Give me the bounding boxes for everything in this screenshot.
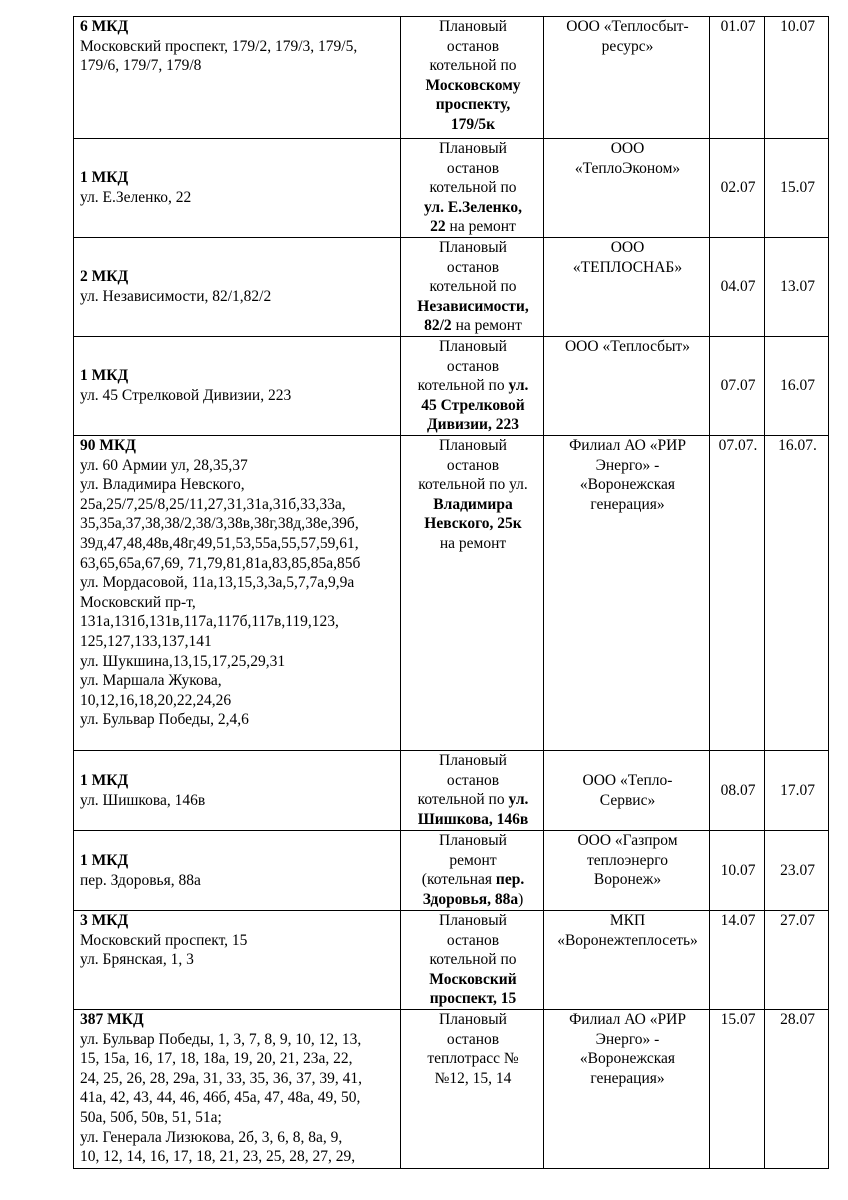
reason-line: Плановый bbox=[439, 437, 507, 454]
reason-line: останов bbox=[446, 159, 500, 177]
reason-prefix: (котельная bbox=[421, 871, 496, 889]
end-date: 15.07 bbox=[765, 139, 829, 238]
organization-cell bbox=[544, 831, 710, 911]
address-line: 10,12,16,18,20,22,24,26 bbox=[80, 691, 232, 709]
reason-tail: на ремонт bbox=[451, 317, 522, 335]
address-line: ул. Шукшина,13,15,17,25,29,31 bbox=[80, 652, 286, 670]
address-line: Московский проспект, 15 bbox=[80, 931, 248, 949]
table-row bbox=[74, 911, 829, 1010]
reason-line: Плановый bbox=[439, 239, 507, 256]
reason-line: котельной по bbox=[429, 951, 517, 969]
org-line: «Воронежтеплосеть» bbox=[557, 931, 698, 949]
building-count: 387 МКД bbox=[80, 1011, 144, 1028]
organization-cell bbox=[544, 751, 710, 831]
address-cell bbox=[74, 751, 401, 831]
reason-bold-line: Московскому bbox=[425, 76, 521, 94]
start-date: 10.07 bbox=[710, 831, 765, 911]
reason-bold-line: проспект, 15 bbox=[429, 990, 517, 1008]
org-line: Воронеж» bbox=[593, 871, 662, 889]
end-date: 28.07 bbox=[765, 1010, 829, 1169]
org-line: ООО «Тепло- bbox=[582, 771, 673, 789]
org-line: «Воронежская bbox=[579, 476, 676, 494]
address-line: 131а,131б,131в,117а,117б,117в,119,123, bbox=[80, 613, 339, 631]
reason-cell bbox=[401, 139, 544, 238]
end-date: 23.07 bbox=[765, 831, 829, 911]
reason-line: останов bbox=[446, 37, 500, 55]
address-line: 63,65,65а,67,69, 71,79,81,81а,83,85,85а,85б bbox=[80, 554, 361, 572]
reason-line: теплотрасс № bbox=[427, 1050, 519, 1068]
reason-bold-line: проспекту, bbox=[435, 96, 511, 114]
reason-line: котельной по bbox=[429, 57, 517, 75]
reason-cell bbox=[401, 831, 544, 911]
org-line: Филиал АО «РИР bbox=[569, 437, 686, 454]
address-line: пер. Здоровья, 88а bbox=[80, 871, 201, 889]
building-count: 1 МКД bbox=[80, 367, 129, 385]
outage-schedule-table bbox=[73, 16, 829, 1169]
reason-bold-line: Московский bbox=[429, 970, 517, 988]
table-row bbox=[74, 751, 829, 831]
org-line: «ТеплоЭконом» bbox=[574, 159, 681, 177]
address-line: ул. Е.Зеленко, 22 bbox=[80, 189, 192, 206]
start-date: 07.07 bbox=[710, 337, 765, 436]
org-line: «ТЕПЛОСНАБ» bbox=[572, 258, 683, 276]
reason-line bbox=[407, 790, 539, 810]
address-line: 35,35а,37,38,38/2,38/3,38в,38г,38д,38е,39б, bbox=[80, 515, 359, 533]
reason-line: останов bbox=[446, 931, 500, 949]
reason-line: Плановый bbox=[439, 912, 507, 929]
address-line: ул. 60 Армии ул, 28,35,37 bbox=[80, 456, 248, 474]
org-line: «Воронежская bbox=[579, 1050, 676, 1068]
organization-cell bbox=[544, 139, 710, 238]
address-cell bbox=[74, 1010, 401, 1169]
reason-tail: ) bbox=[518, 890, 524, 908]
org-line: МКП bbox=[609, 912, 646, 929]
reason-line: останов bbox=[446, 258, 500, 276]
reason-bold-inline: 22 bbox=[430, 218, 446, 236]
end-date: 16.07. bbox=[765, 436, 829, 751]
reason-bold-line: Дивизии, 223 bbox=[427, 416, 519, 434]
start-date: 02.07 bbox=[710, 139, 765, 238]
address-cell bbox=[74, 831, 401, 911]
org-line: ООО «Газпром bbox=[577, 832, 678, 849]
table-row bbox=[74, 17, 829, 139]
address-line: ул. Бульвар Победы, 2,4,6 bbox=[80, 711, 249, 729]
address-cell bbox=[74, 337, 401, 436]
reason-prefix: котельной по bbox=[417, 791, 509, 809]
reason-cell bbox=[401, 337, 544, 436]
organization-cell bbox=[544, 1010, 710, 1169]
start-date: 04.07 bbox=[710, 238, 765, 337]
reason-cell bbox=[401, 436, 544, 751]
building-count: 6 МКД bbox=[80, 18, 129, 35]
reason-line: останов bbox=[446, 1030, 500, 1048]
start-date: 01.07 bbox=[710, 17, 765, 139]
organization-cell bbox=[544, 337, 710, 436]
reason-bold-line: Шишкова, 146в bbox=[417, 810, 529, 828]
table-row bbox=[74, 139, 829, 238]
end-date: 17.07 bbox=[765, 751, 829, 831]
building-count: 1 МКД bbox=[80, 169, 129, 187]
start-date: 15.07 bbox=[710, 1010, 765, 1169]
reason-bold-line: 45 Стрелковой bbox=[421, 396, 525, 414]
address-line: ул. Генерала Лизюкова, 2б, 3, 6, 8, 8а, 9, bbox=[80, 1128, 343, 1146]
address-line: 24, 25, 26, 28, 29а, 31, 33, 35, 36, 37, 39, 41, bbox=[80, 1069, 363, 1087]
reason-bold-inline: ул. bbox=[508, 791, 529, 809]
address-line: 15, 15а, 16, 17, 18, 18а, 19, 20, 21, 23а, 22, bbox=[80, 1050, 353, 1068]
reason-bold-line: Владимира bbox=[433, 495, 513, 513]
building-count: 2 МКД bbox=[80, 268, 129, 286]
reason-bold-line: Независимости, bbox=[417, 297, 529, 315]
reason-line: на ремонт bbox=[439, 534, 507, 552]
reason-cell bbox=[401, 911, 544, 1010]
org-line: Энерго» - bbox=[595, 1030, 660, 1048]
organization-cell bbox=[544, 911, 710, 1010]
address-line: 39д,47,48,48в,48г,49,51,53,55а,55,57,59,61, bbox=[80, 534, 359, 552]
reason-line: останов bbox=[446, 771, 500, 789]
reason-line: останов bbox=[446, 456, 500, 474]
org-line: генерация» bbox=[590, 495, 665, 513]
start-date: 07.07. bbox=[710, 436, 765, 751]
reason-line bbox=[407, 316, 539, 336]
address-line: ул. Независимости, 82/1,82/2 bbox=[80, 288, 272, 305]
address-line: ул. Шишкова, 146в bbox=[80, 791, 206, 809]
reason-cell bbox=[401, 17, 544, 139]
org-line: Филиал АО «РИР bbox=[569, 1011, 686, 1028]
address-line: ул. Мордасовой, 11а,13,15,3,3а,5,7,7а,9,9а bbox=[80, 574, 355, 592]
reason-line: Плановый bbox=[439, 338, 507, 355]
reason-line: котельной по ул. bbox=[418, 476, 528, 494]
reason-bold-inline: Здоровья, 88а bbox=[422, 890, 519, 908]
reason-cell bbox=[401, 238, 544, 337]
address-line: 41а, 42, 43, 44, 46, 46б, 45а, 47, 48а, 49, 50, bbox=[80, 1089, 361, 1107]
org-line: ресурс» bbox=[601, 37, 654, 55]
org-line: Сервис» bbox=[599, 791, 656, 809]
end-date: 16.07 bbox=[765, 337, 829, 436]
start-date: 08.07 bbox=[710, 751, 765, 831]
org-line: ООО bbox=[610, 239, 645, 256]
reason-bold-line: ул. Е.Зеленко, bbox=[424, 198, 522, 216]
building-count: 90 МКД bbox=[80, 437, 136, 454]
table-row bbox=[74, 337, 829, 436]
end-date: 10.07 bbox=[765, 17, 829, 139]
reason-prefix: котельной по bbox=[417, 377, 509, 395]
reason-line: Плановый bbox=[439, 1011, 507, 1028]
reason-line bbox=[407, 376, 539, 396]
address-line: 25а,25/7,25/8,25/11,27,31,31а,31б,33,33а, bbox=[80, 495, 346, 513]
address-line: Московский пр-т, bbox=[80, 593, 196, 611]
reason-bold-inline: 82/2 bbox=[424, 317, 452, 335]
reason-bold-inline: ул. bbox=[508, 377, 529, 395]
reason-line bbox=[407, 870, 539, 890]
reason-bold-line: Невского, 25к bbox=[424, 515, 522, 533]
building-count: 1 МКД bbox=[80, 771, 129, 789]
reason-line: Плановый bbox=[439, 140, 507, 157]
address-cell bbox=[74, 436, 401, 751]
reason-line: Плановый bbox=[439, 18, 507, 35]
reason-line: Плановый bbox=[439, 832, 507, 849]
org-line: Энерго» - bbox=[595, 456, 660, 474]
reason-cell bbox=[401, 1010, 544, 1169]
reason-line: Плановый bbox=[439, 752, 507, 769]
table-row bbox=[74, 436, 829, 751]
address-line: 179/6, 179/7, 179/8 bbox=[80, 57, 202, 75]
address-line: Московский проспект, 179/2, 179/3, 179/5, bbox=[80, 37, 358, 55]
address-cell bbox=[74, 238, 401, 337]
reason-cell bbox=[401, 751, 544, 831]
address-line: 125,127,133,137,141 bbox=[80, 632, 212, 650]
address-line: ул. Бульвар Победы, 1, 3, 7, 8, 9, 10, 12, 13, bbox=[80, 1030, 362, 1048]
reason-line: останов bbox=[446, 357, 500, 375]
organization-cell bbox=[544, 238, 710, 337]
end-date: 13.07 bbox=[765, 238, 829, 337]
end-date: 27.07 bbox=[765, 911, 829, 1010]
organization-cell bbox=[544, 436, 710, 751]
reason-line bbox=[407, 217, 539, 237]
address-cell bbox=[74, 911, 401, 1010]
org-line: ООО bbox=[610, 140, 645, 157]
address-cell bbox=[74, 17, 401, 139]
org-line: генерация» bbox=[590, 1069, 665, 1087]
address-line: ул. Брянская, 1, 3 bbox=[80, 951, 194, 969]
reason-bold-line: 179/5к bbox=[450, 115, 496, 133]
reason-line: ремонт bbox=[449, 851, 497, 869]
reason-line: №12, 15, 14 bbox=[434, 1069, 512, 1087]
table-row bbox=[74, 1010, 829, 1169]
organization-cell bbox=[544, 17, 710, 139]
address-line: ул. 45 Стрелковой Дивизии, 223 bbox=[80, 387, 292, 404]
address-cell bbox=[74, 139, 401, 238]
reason-line bbox=[407, 890, 539, 910]
address-line: ул. Владимира Невского, bbox=[80, 476, 245, 494]
start-date: 14.07 bbox=[710, 911, 765, 1010]
building-count: 3 МКД bbox=[80, 912, 129, 929]
reason-bold-inline: пер. bbox=[495, 871, 525, 889]
reason-tail: на ремонт bbox=[445, 218, 516, 236]
reason-line: котельной по bbox=[429, 278, 517, 296]
building-count: 1 МКД bbox=[80, 851, 129, 869]
address-line: 50а, 50б, 50в, 51, 51а; bbox=[80, 1108, 222, 1126]
address-line: 10, 12, 14, 16, 17, 18, 21, 23, 25, 28, 27, 29, bbox=[80, 1148, 356, 1166]
address-line: ул. Маршала Жукова, bbox=[80, 672, 222, 690]
table-row bbox=[74, 238, 829, 337]
org-line: ООО «Теплосбыт» bbox=[564, 338, 691, 355]
reason-line: котельной по bbox=[429, 179, 517, 197]
table-row bbox=[74, 831, 829, 911]
org-line: теплоэнерго bbox=[587, 851, 668, 869]
org-line: ООО «Теплосбыт- bbox=[566, 18, 689, 35]
